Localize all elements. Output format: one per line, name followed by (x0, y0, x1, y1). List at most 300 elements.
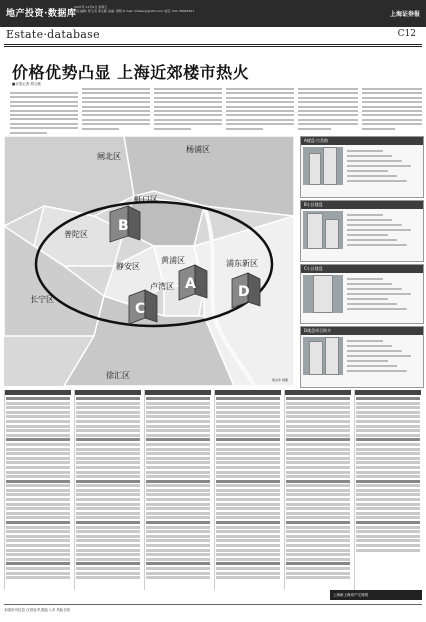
property-card-b (300, 200, 424, 262)
text-line (10, 114, 78, 116)
table-row (6, 558, 70, 561)
table-row (146, 434, 210, 437)
table-row (286, 480, 350, 483)
text-line (154, 97, 222, 99)
table-row (76, 448, 140, 451)
table-row (6, 484, 70, 487)
table-row (356, 516, 420, 519)
table-row (146, 461, 210, 464)
table-row (286, 539, 350, 542)
table-row (286, 443, 350, 446)
table-row (356, 397, 420, 400)
listing-column (284, 390, 351, 590)
text-line (154, 101, 222, 103)
detail-line (347, 368, 419, 373)
table-header (5, 390, 71, 395)
property-card-a (300, 136, 424, 198)
table-row (6, 567, 70, 570)
table-row (356, 526, 420, 529)
table-row (76, 498, 140, 501)
table-row (286, 415, 350, 418)
text-line (154, 106, 222, 108)
table-row (6, 498, 70, 501)
text-line (298, 110, 358, 112)
table-row (216, 512, 280, 515)
table-row (146, 558, 210, 561)
table-row (76, 576, 140, 579)
table-row (216, 475, 280, 478)
text-line (82, 128, 119, 130)
text-line (298, 88, 358, 90)
table-row (146, 397, 210, 400)
table-row (356, 471, 420, 474)
text-line (154, 88, 222, 90)
table-row (146, 572, 210, 575)
marker-b-label: B (118, 218, 129, 234)
table-row (76, 420, 140, 423)
table-row (6, 562, 70, 565)
table-row (356, 448, 420, 451)
table-row (76, 503, 140, 506)
table-row (76, 572, 140, 575)
table-row (286, 425, 350, 428)
masthead (0, 0, 426, 42)
top-rule-2 (4, 46, 422, 47)
district-label-putuo: 普陀区 (64, 230, 88, 239)
table-row (76, 411, 140, 414)
district-label-xuhui: 徐汇区 (106, 371, 130, 380)
district-label-changning: 长宁区 (30, 295, 54, 304)
table-row (146, 512, 210, 515)
table-row (6, 411, 70, 414)
table-row (146, 475, 210, 478)
table-row (216, 576, 280, 579)
table-row (286, 457, 350, 460)
table-row (6, 544, 70, 547)
table-row (146, 544, 210, 547)
marker-c-label: C (135, 301, 146, 317)
table-row (6, 521, 70, 524)
table-row (356, 535, 420, 538)
card-details (347, 148, 419, 183)
table-row (216, 438, 280, 441)
listing-tables (4, 390, 422, 590)
table-row (356, 452, 420, 455)
table-row (76, 438, 140, 441)
table-header (75, 390, 141, 395)
table-row (6, 461, 70, 464)
table-row (76, 425, 140, 428)
table-row (76, 397, 140, 400)
text-line (226, 123, 294, 125)
table-row (146, 526, 210, 529)
text-line (362, 123, 422, 125)
table-row (286, 397, 350, 400)
text-line (154, 119, 222, 121)
text-line (226, 119, 294, 121)
map-credit: 胡文华 制图 (272, 378, 288, 382)
table-row (76, 471, 140, 474)
table-row (216, 420, 280, 423)
text-line (226, 92, 294, 94)
district-label-luwan: 卢湾区 (150, 282, 174, 291)
table-row (6, 489, 70, 492)
detail-line (347, 178, 419, 183)
district-label-pudong: 浦东新区 (226, 259, 258, 268)
table-row (76, 562, 140, 565)
text-line (226, 97, 294, 99)
page-footer: 本版所刊信息 仅供参考,据此入市 风险自担 (4, 604, 422, 615)
text-line (154, 114, 222, 116)
table-row (6, 493, 70, 496)
table-row (356, 425, 420, 428)
paper-name: 上海证券报 (389, 11, 420, 18)
property-card-d (300, 326, 424, 388)
table-row (146, 443, 210, 446)
table-row (6, 553, 70, 556)
table-row (216, 480, 280, 483)
table-row (6, 406, 70, 409)
table-row (76, 535, 140, 538)
table-row (216, 549, 280, 552)
table-row (76, 429, 140, 432)
section-title-en: Estate·database (6, 28, 100, 41)
table-row (356, 429, 420, 432)
table-row (146, 466, 210, 469)
table-row (76, 475, 140, 478)
text-line (298, 114, 358, 116)
table-row (146, 471, 210, 474)
issue-date: 2007年 11月9日 星期五 (74, 5, 108, 9)
detail-line (347, 242, 419, 247)
text-line (82, 123, 150, 125)
table-row (6, 549, 70, 552)
table-row (216, 489, 280, 492)
text-line (10, 101, 78, 103)
table-row (146, 438, 210, 441)
table-row (286, 498, 350, 501)
table-row (216, 553, 280, 556)
table-row (216, 558, 280, 561)
table-row (286, 402, 350, 405)
text-line (362, 88, 422, 90)
table-row (6, 429, 70, 432)
table-row (6, 434, 70, 437)
listing-column (74, 390, 141, 590)
card-details (347, 338, 419, 373)
table-row (286, 471, 350, 474)
table-row (76, 443, 140, 446)
table-row (216, 461, 280, 464)
table-row (6, 438, 70, 441)
table-row (286, 503, 350, 506)
table-row (286, 493, 350, 496)
property-photo (303, 147, 343, 185)
table-row (146, 484, 210, 487)
card-title: D楼盘项目简介 (301, 327, 423, 335)
table-row (216, 397, 280, 400)
table-row (286, 549, 350, 552)
table-row (216, 567, 280, 570)
card-title: B小区楼盘 (301, 201, 423, 209)
table-row (6, 452, 70, 455)
table-row (286, 562, 350, 565)
table-row (216, 411, 280, 414)
text-line (226, 110, 294, 112)
table-row (76, 553, 140, 556)
table-row (216, 402, 280, 405)
table-row (286, 411, 350, 414)
table-row (76, 521, 140, 524)
table-row (76, 507, 140, 510)
table-row (146, 452, 210, 455)
table-row (286, 475, 350, 478)
table-row (216, 484, 280, 487)
text-line (10, 118, 78, 120)
table-row (146, 448, 210, 451)
table-row (356, 443, 420, 446)
table-row (146, 489, 210, 492)
text-line (226, 101, 294, 103)
card-title: A楼盘·古美路 (301, 137, 423, 145)
article-column-6 (362, 88, 422, 132)
listing-column (144, 390, 211, 590)
table-row (216, 443, 280, 446)
text-line (298, 97, 358, 99)
table-row (146, 420, 210, 423)
text-line (298, 106, 358, 108)
table-row (286, 438, 350, 441)
table-row (6, 457, 70, 460)
text-line (298, 101, 358, 103)
text-line (362, 128, 395, 130)
table-row (6, 507, 70, 510)
table-row (356, 503, 420, 506)
table-row (76, 512, 140, 515)
table-row (286, 448, 350, 451)
table-row (76, 558, 140, 561)
table-row (216, 503, 280, 506)
table-row (6, 480, 70, 483)
text-line (154, 128, 191, 130)
table-row (146, 406, 210, 409)
top-rule (4, 44, 422, 45)
text-line (362, 97, 422, 99)
table-row (76, 415, 140, 418)
table-row (286, 521, 350, 524)
table-row (356, 539, 420, 542)
card-details (347, 276, 419, 311)
article-column-4 (226, 88, 294, 132)
advertisement-box: 上海新上海房产交易网 (330, 590, 422, 600)
table-row (356, 420, 420, 423)
table-row (76, 452, 140, 455)
table-row (216, 535, 280, 538)
table-row (286, 526, 350, 529)
table-row (216, 434, 280, 437)
table-row (76, 539, 140, 542)
text-line (226, 128, 263, 130)
table-row (286, 567, 350, 570)
table-row (146, 516, 210, 519)
table-row (286, 434, 350, 437)
text-line (226, 114, 294, 116)
table-row (216, 539, 280, 542)
table-row (356, 457, 420, 460)
table-row (216, 452, 280, 455)
table-row (286, 452, 350, 455)
property-photo (303, 337, 343, 375)
district-label-zhabei: 闸北区 (97, 152, 121, 161)
table-row (146, 521, 210, 524)
text-line (10, 96, 78, 98)
text-line (82, 110, 150, 112)
table-row (216, 498, 280, 501)
table-row (216, 507, 280, 510)
table-row (216, 415, 280, 418)
table-row (356, 498, 420, 501)
text-line (10, 132, 47, 134)
text-line (226, 88, 294, 90)
table-row (356, 402, 420, 405)
table-row (216, 526, 280, 529)
table-row (146, 480, 210, 483)
table-row (356, 549, 420, 552)
text-line (362, 119, 422, 121)
text-line (82, 97, 150, 99)
table-row (146, 429, 210, 432)
table-row (6, 503, 70, 506)
marker-a-label: A (185, 276, 196, 292)
table-row (356, 484, 420, 487)
byline: ■本报记者 胡文献 (12, 82, 41, 86)
table-row (356, 544, 420, 547)
text-line (362, 101, 422, 103)
table-row (6, 530, 70, 533)
table-row (6, 516, 70, 519)
table-header (355, 390, 421, 395)
table-row (216, 429, 280, 432)
table-row (286, 489, 350, 492)
headline: 价格优势凸显 上海近郊楼市热火 (12, 63, 250, 82)
table-row (356, 438, 420, 441)
table-row (6, 420, 70, 423)
text-line (362, 106, 422, 108)
table-row (216, 530, 280, 533)
table-row (286, 544, 350, 547)
table-row (146, 493, 210, 496)
text-line (82, 119, 150, 121)
property-photo (303, 275, 343, 313)
table-row (286, 558, 350, 561)
table-row (286, 466, 350, 469)
table-row (286, 420, 350, 423)
table-row (76, 406, 140, 409)
table-row (6, 471, 70, 474)
text-line (82, 92, 150, 94)
marker-d-label: D (238, 284, 250, 300)
district-label-yangpu: 杨浦区 (186, 145, 210, 154)
district-label-jingan: 静安区 (116, 262, 140, 271)
text-line (362, 92, 422, 94)
table-row (286, 576, 350, 579)
text-line (10, 92, 78, 94)
text-line (82, 114, 150, 116)
table-row (76, 457, 140, 460)
table-row (216, 466, 280, 469)
table-row (76, 402, 140, 405)
text-line (298, 119, 358, 121)
table-row (356, 493, 420, 496)
card-title: C小区楼盘 (301, 265, 423, 273)
text-line (298, 123, 358, 125)
detail-line (347, 306, 419, 311)
table-row (356, 475, 420, 478)
text-line (82, 88, 150, 90)
table-row (6, 512, 70, 515)
table-row (356, 480, 420, 483)
text-line (226, 106, 294, 108)
table-row (6, 539, 70, 542)
table-row (6, 526, 70, 529)
table-row (286, 535, 350, 538)
property-card-c (300, 264, 424, 324)
table-row (76, 530, 140, 533)
table-row (216, 471, 280, 474)
table-row (356, 521, 420, 524)
table-row (216, 406, 280, 409)
text-line (10, 123, 78, 125)
table-row (286, 406, 350, 409)
table-row (146, 535, 210, 538)
text-line (10, 110, 78, 112)
text-line (82, 106, 150, 108)
table-row (146, 530, 210, 533)
district-label-huangpu: 黄浦区 (161, 256, 185, 265)
listing-column (4, 390, 71, 590)
issue-info (74, 5, 224, 13)
table-row (6, 415, 70, 418)
table-row (76, 549, 140, 552)
table-row (6, 466, 70, 469)
property-photo (303, 211, 343, 249)
table-row (216, 572, 280, 575)
table-row (146, 402, 210, 405)
table-row (286, 530, 350, 533)
text-line (362, 114, 422, 116)
table-row (6, 425, 70, 428)
table-row (146, 567, 210, 570)
table-row (6, 535, 70, 538)
article-column-3 (154, 88, 222, 132)
table-row (76, 516, 140, 519)
text-line (362, 110, 422, 112)
article-column-5 (298, 88, 358, 132)
article-column-1 (10, 92, 78, 136)
table-row (216, 544, 280, 547)
table-row (286, 512, 350, 515)
table-row (146, 553, 210, 556)
table-row (286, 553, 350, 556)
table-row (356, 512, 420, 515)
text-line (154, 123, 222, 125)
district-label-hongkou: 虹口区 (134, 195, 158, 204)
table-row (286, 516, 350, 519)
table-row (216, 425, 280, 428)
table-row (216, 562, 280, 565)
table-row (76, 466, 140, 469)
table-row (356, 461, 420, 464)
